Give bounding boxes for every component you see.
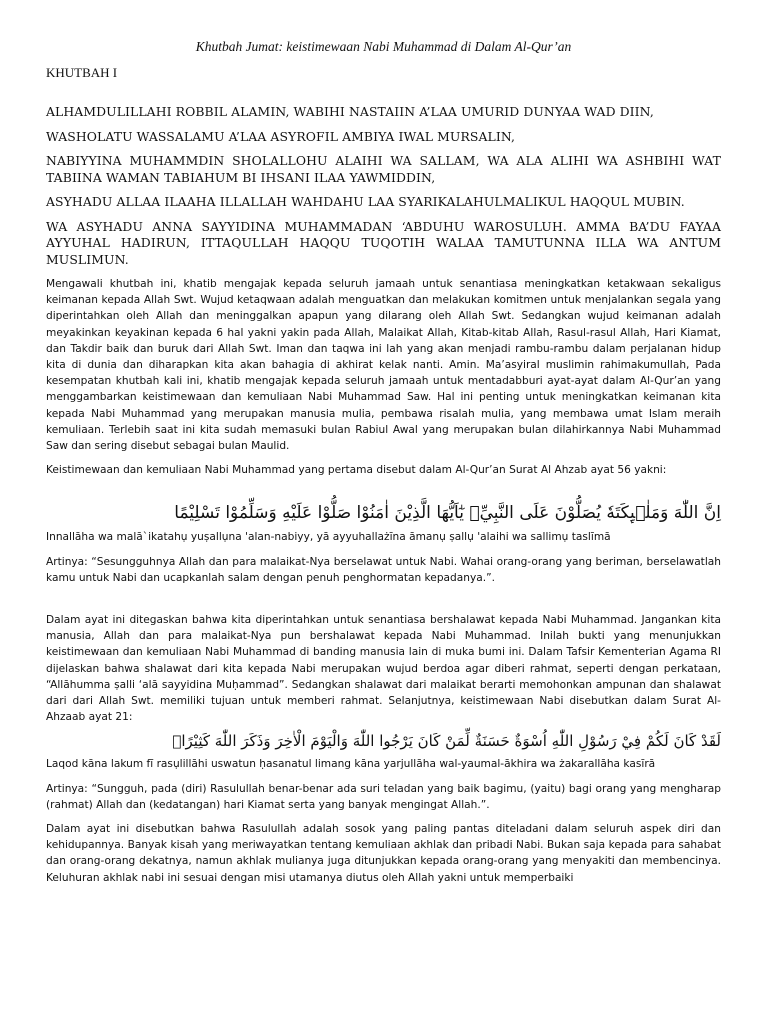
translation-1: Artinya: “Sesungguhnya Allah dan para malaikat-Nya berselawat untuk Nabi. Wahai orang-orang yang beriman, berselawatlah kamu untuk Nabi dan ucapkanlah salam dengan penuh penghormatan kepadanya.”. bbox=[46, 555, 721, 584]
arabic-verse-al-ahzab-21: لَقَدْ كَانَ لَكُمْ فِيْ رَسُوْلِ اللّٰهِ اُسْوَةٌ حَسَنَةٌ لِّمَنْ كَانَ يَرْجُوا اللّٰهَ وَالْيَوْمَ الْاٰخِرَ وَذَكَرَ اللّٰهَ كَثِيْرًاۗ bbox=[172, 732, 721, 751]
section-heading: KHUTBAH I bbox=[46, 65, 118, 80]
body-paragraph-2: Keistimewaan dan kemuliaan Nabi Muhammad yang pertama disebut dalam Al-Qur’an Surat Al Ahzab ayat 56 yakni: bbox=[46, 464, 667, 477]
opening-line-2: WASHOLATU WASSALAMU A’LAA ASYROFIL AMBIYA IWAL MURSALIN, bbox=[46, 128, 516, 144]
transliteration-1: Innallāha wa malā`ikatahụ yuṣallụna 'alan-nabiyy, yā ayyuhallażīna āmanụ ṣallụ 'alaihi wa sallimụ taslīmā bbox=[46, 531, 611, 544]
body-paragraph-4: Dalam ayat ini disebutkan bahwa Rasulullah adalah sosok yang paling pantas diteladani dalam seluruh aspek diri dan kehidupannya. Banyak kisah yang meriwayatkan tentang kemuliaan akhlak dan pribadi Nabi. Bukan saja kepada para sahabat dan orang-orang dekatnya, namun akhlak mulianya juga ditunjukkan kepada orang-orang yang menyakiti dan membencinya. Keluhuran akhlak nabi ini sesuai dengan misi utamanya diutus oleh Allah yakni untuk memperbaiki bbox=[46, 823, 721, 884]
document-title: Khutbah Jumat: keistimewaan Nabi Muhammad di Dalam Al-Qur’an bbox=[195, 39, 572, 54]
body-paragraph-3: Dalam ayat ini ditegaskan bahwa kita diperintahkan untuk senantiasa bershalawat kepada Nabi Muhammad. Jangankan kita manusia, Allah dan para malaikat-Nya pun bershalawat kepada Nabi Muhammad. Inilah bukti yang menunjukkan keistimewaan dan kemuliaan Nabi Muhammad di banding manusia lain di muka bumi ini. Dalam Tafsir Kementerian Agama RI dijelaskan bahwa shalawat dari kita kepada Nabi merupakan wujud berdoa agar diberi rahmat, seperti dengan perkataan, “Allāhumma ṣalli ‘alā sayyidina Muḥammad”. Sedangkan shalawat dari malaikat berarti memohonkan ampunan dan shalawat dari dari Allah Swt. memiliki tujuan untuk memberi rahmat. Selanjutnya, keistimewaan Nabi disebutkan dalam Surat Al-Ahzaab ayat 21: bbox=[46, 614, 721, 724]
arabic-verse-al-ahzab-56: اِنَّ اللّٰهَ وَمَلٰۤىِٕكَتَهٗ يُصَلُّوْنَ عَلَى النَّبِيِّۗ يٰٓاَيُّهَا الَّذِيْنَ اٰمَنُوْا صَلُّوْا عَلَيْهِ وَسَلِّمُوْا تَسْلِيْمًا bbox=[174, 503, 721, 524]
translation-2: Artinya: “Sungguh, pada (diri) Rasulullah benar-benar ada suri teladan yang baik bagimu, (yaitu) bagi orang yang mengharap (rahmat) Allah dan (kedatangan) hari Kiamat serta yang banyak mengingat Allah.”. bbox=[46, 782, 721, 811]
transliteration-2: Laqod kāna lakum fī rasụlillāhi uswatun ḥasanatul limang kāna yarjullāha wal-yaumal-ākhira wa żakarallāha kasīrā bbox=[46, 758, 656, 771]
opening-line-5: WA ASYHADU ANNA SAYYIDINA MUHAMMADAN ‘ABDUHU WAROSULUH. AMMA BA’DU FAYAA AYYUHAL HADIRUN, ITTAQULLAH HAQQU TUQOTIH WALAA TAMUTUNNA ILLA WA ANTUM MUSLIMUN. bbox=[46, 218, 721, 267]
opening-line-1: ALHAMDULILLAHI ROBBIL ALAMIN, WABIHI NASTAIIN A’LAA UMURID DUNYAA WAD DIIN, bbox=[46, 104, 654, 119]
body-paragraph-1: Mengawali khutbah ini, khatib mengajak kepada seluruh jamaah untuk senantiasa meningkatkan ketakwaan sekaligus keimanan kepada Allah Swt. Wujud ketaqwaan adalah menguatkan dan melakukan komitmen untuk menjalankan segala yang diperintahkan oleh Allah dan meninggalkan apapun yang dilarang oleh Allah Swt. Sedangkan wujud keimanan adalah meyakinkan keyakinan kepada 6 hal yakni yakin pada Allah, Malaikat Allah, Kitab-kitab Allah, Rasul-rasul Allah, Hari Kiamat, dan Takdir baik dan buruk dari Allah Swt. Iman dan taqwa ini lah yang akan menjadi rambu-rambu dalam perjalanan hidup kita di dunia dan diharapkan kita akan bahagia di akhirat kelak nanti. Amin. Ma’asyiral muslimin rahimakumullah, Pada kesempatan khutbah kali ini, khatib mengajak kepada seluruh jamaah untuk mentadabburi ayat-ayat dalam Al-Qur’an yang menggambarkan keistimewaan dan kemuliaan Nabi Muhammad Saw. Hal ini penting untuk meningkatkan keimanan kita kepada Nabi Muhammad yang merupakan manusia mulia, pembawa risalah mulia, yang membawa umat Islam meraih kemuliaan. Terlebih saat ini kita sudah memasuki bulan Rabiul Awal yang merupakan bulan dilahirkannya Nabi Muhammad Saw dan sering disebut sebagai bulan Maulid. bbox=[46, 278, 721, 453]
opening-line-3: NABIYYINA MUHAMMDIN SHOLALLOHU ALAIHI WA SALLAM, WA ALA ALIHI WA ASHBIHI WAT TABIINA WAMAN TABIAHUM BI IHSANI ILAA YAWMIDDIN, bbox=[46, 153, 721, 185]
opening-line-4: ASYHADU ALLAA ILAAHA ILLALLAH WAHDAHU LAA SYARIKALAHULMALIKUL HAQQUL MUBIN. bbox=[46, 194, 685, 209]
